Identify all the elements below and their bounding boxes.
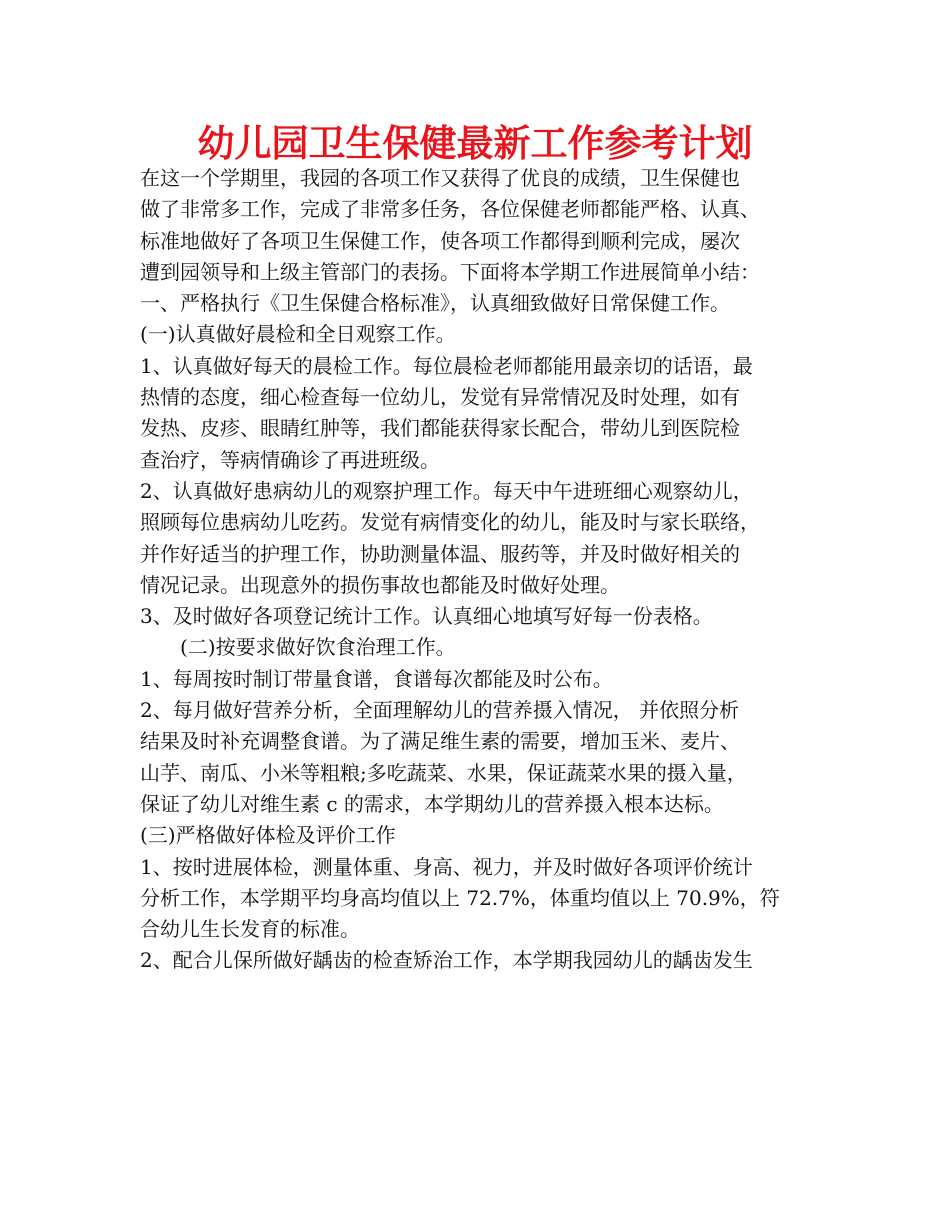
body-line: 照顾每位患病幼儿吃药。发觉有病情变化的幼儿，能及时与家长联络，: [140, 510, 760, 535]
body-line: 做了非常多工作，完成了非常多任务，各位保健老师都能严格、认真、: [140, 197, 760, 222]
subsection-heading: (一)认真做好晨检和全日观察工作。: [140, 322, 456, 347]
body-line: 情况记录。出现意外的损伤事故也都能及时做好处理。: [140, 572, 620, 597]
body-line: 2、每月做好营养分析，全面理解幼儿的营养摄入情况， 并依照分析: [140, 698, 740, 723]
body-line: 2、认真做好患病幼儿的观察护理工作。每天中午进班细心观察幼儿，: [140, 478, 753, 503]
body-line: 合幼儿生长发育的标准。: [140, 917, 360, 942]
body-line: 结果及时补充调整食谱。为了满足维生素的需要，增加玉米、麦片、: [140, 729, 740, 754]
body-line: 标准地做好了各项卫生保健工作，使各项工作都得到顺利完成，屡次: [140, 228, 740, 253]
body-line: 查治疗，等病情确诊了再进班级。: [140, 447, 440, 472]
body-line: 保证了幼儿对维生素 c 的需求，本学期幼儿的营养摄入根本达标。: [140, 791, 724, 816]
body-line: 分析工作，本学期平均身高均值以上 72.7%，体重均值以上 70.9%，符: [140, 885, 780, 910]
subsection-heading: (二)按要求做好饮食治理工作。: [180, 635, 456, 660]
body-line: 3、及时做好各项登记统计工作。认真细心地填写好每一份表格。: [140, 604, 713, 629]
body-line: 热情的态度，细心检查每一位幼儿，发觉有异常情况及时处理，如有: [140, 385, 740, 410]
body-line: 并作好适当的护理工作，协助测量体温、服药等，并及时做好相关的: [140, 541, 740, 566]
body-line: 发热、皮疹、眼睛红肿等，我们都能获得家长配合，带幼儿到医院检: [140, 416, 740, 441]
body-line: 遭到园领导和上级主管部门的表扬。下面将本学期工作进展简单小结：: [140, 259, 760, 284]
body-line: 2、配合儿保所做好龋齿的检查矫治工作，本学期我园幼儿的龋齿发生: [140, 948, 753, 973]
body-line: 1、认真做好每天的晨检工作。每位晨检老师都能用最亲切的话语，最: [140, 353, 753, 378]
section-heading: 一、严格执行《卫生保健合格标准》，认真细致做好日常保健工作。: [140, 291, 730, 316]
body-line: 山芋、南瓜、小米等粗粮;多吃蔬菜、水果，保证蔬菜水果的摄入量，: [140, 760, 747, 785]
subsection-heading: (三)严格做好体检及评价工作: [140, 823, 396, 848]
body-line: 1、每周按时制订带量食谱，食谱每次都能及时公布。: [140, 666, 613, 691]
document-title: 幼儿园卫生保健最新工作参考计划: [197, 122, 753, 165]
body-line: 1、按时进展体检，测量体重、身高、视力，并及时做好各项评价统计: [140, 854, 753, 879]
body-line: 在这一个学期里，我园的各项工作又获得了优良的成绩，卫生保健也: [140, 166, 740, 190]
document-body: [140, 163, 820, 977]
